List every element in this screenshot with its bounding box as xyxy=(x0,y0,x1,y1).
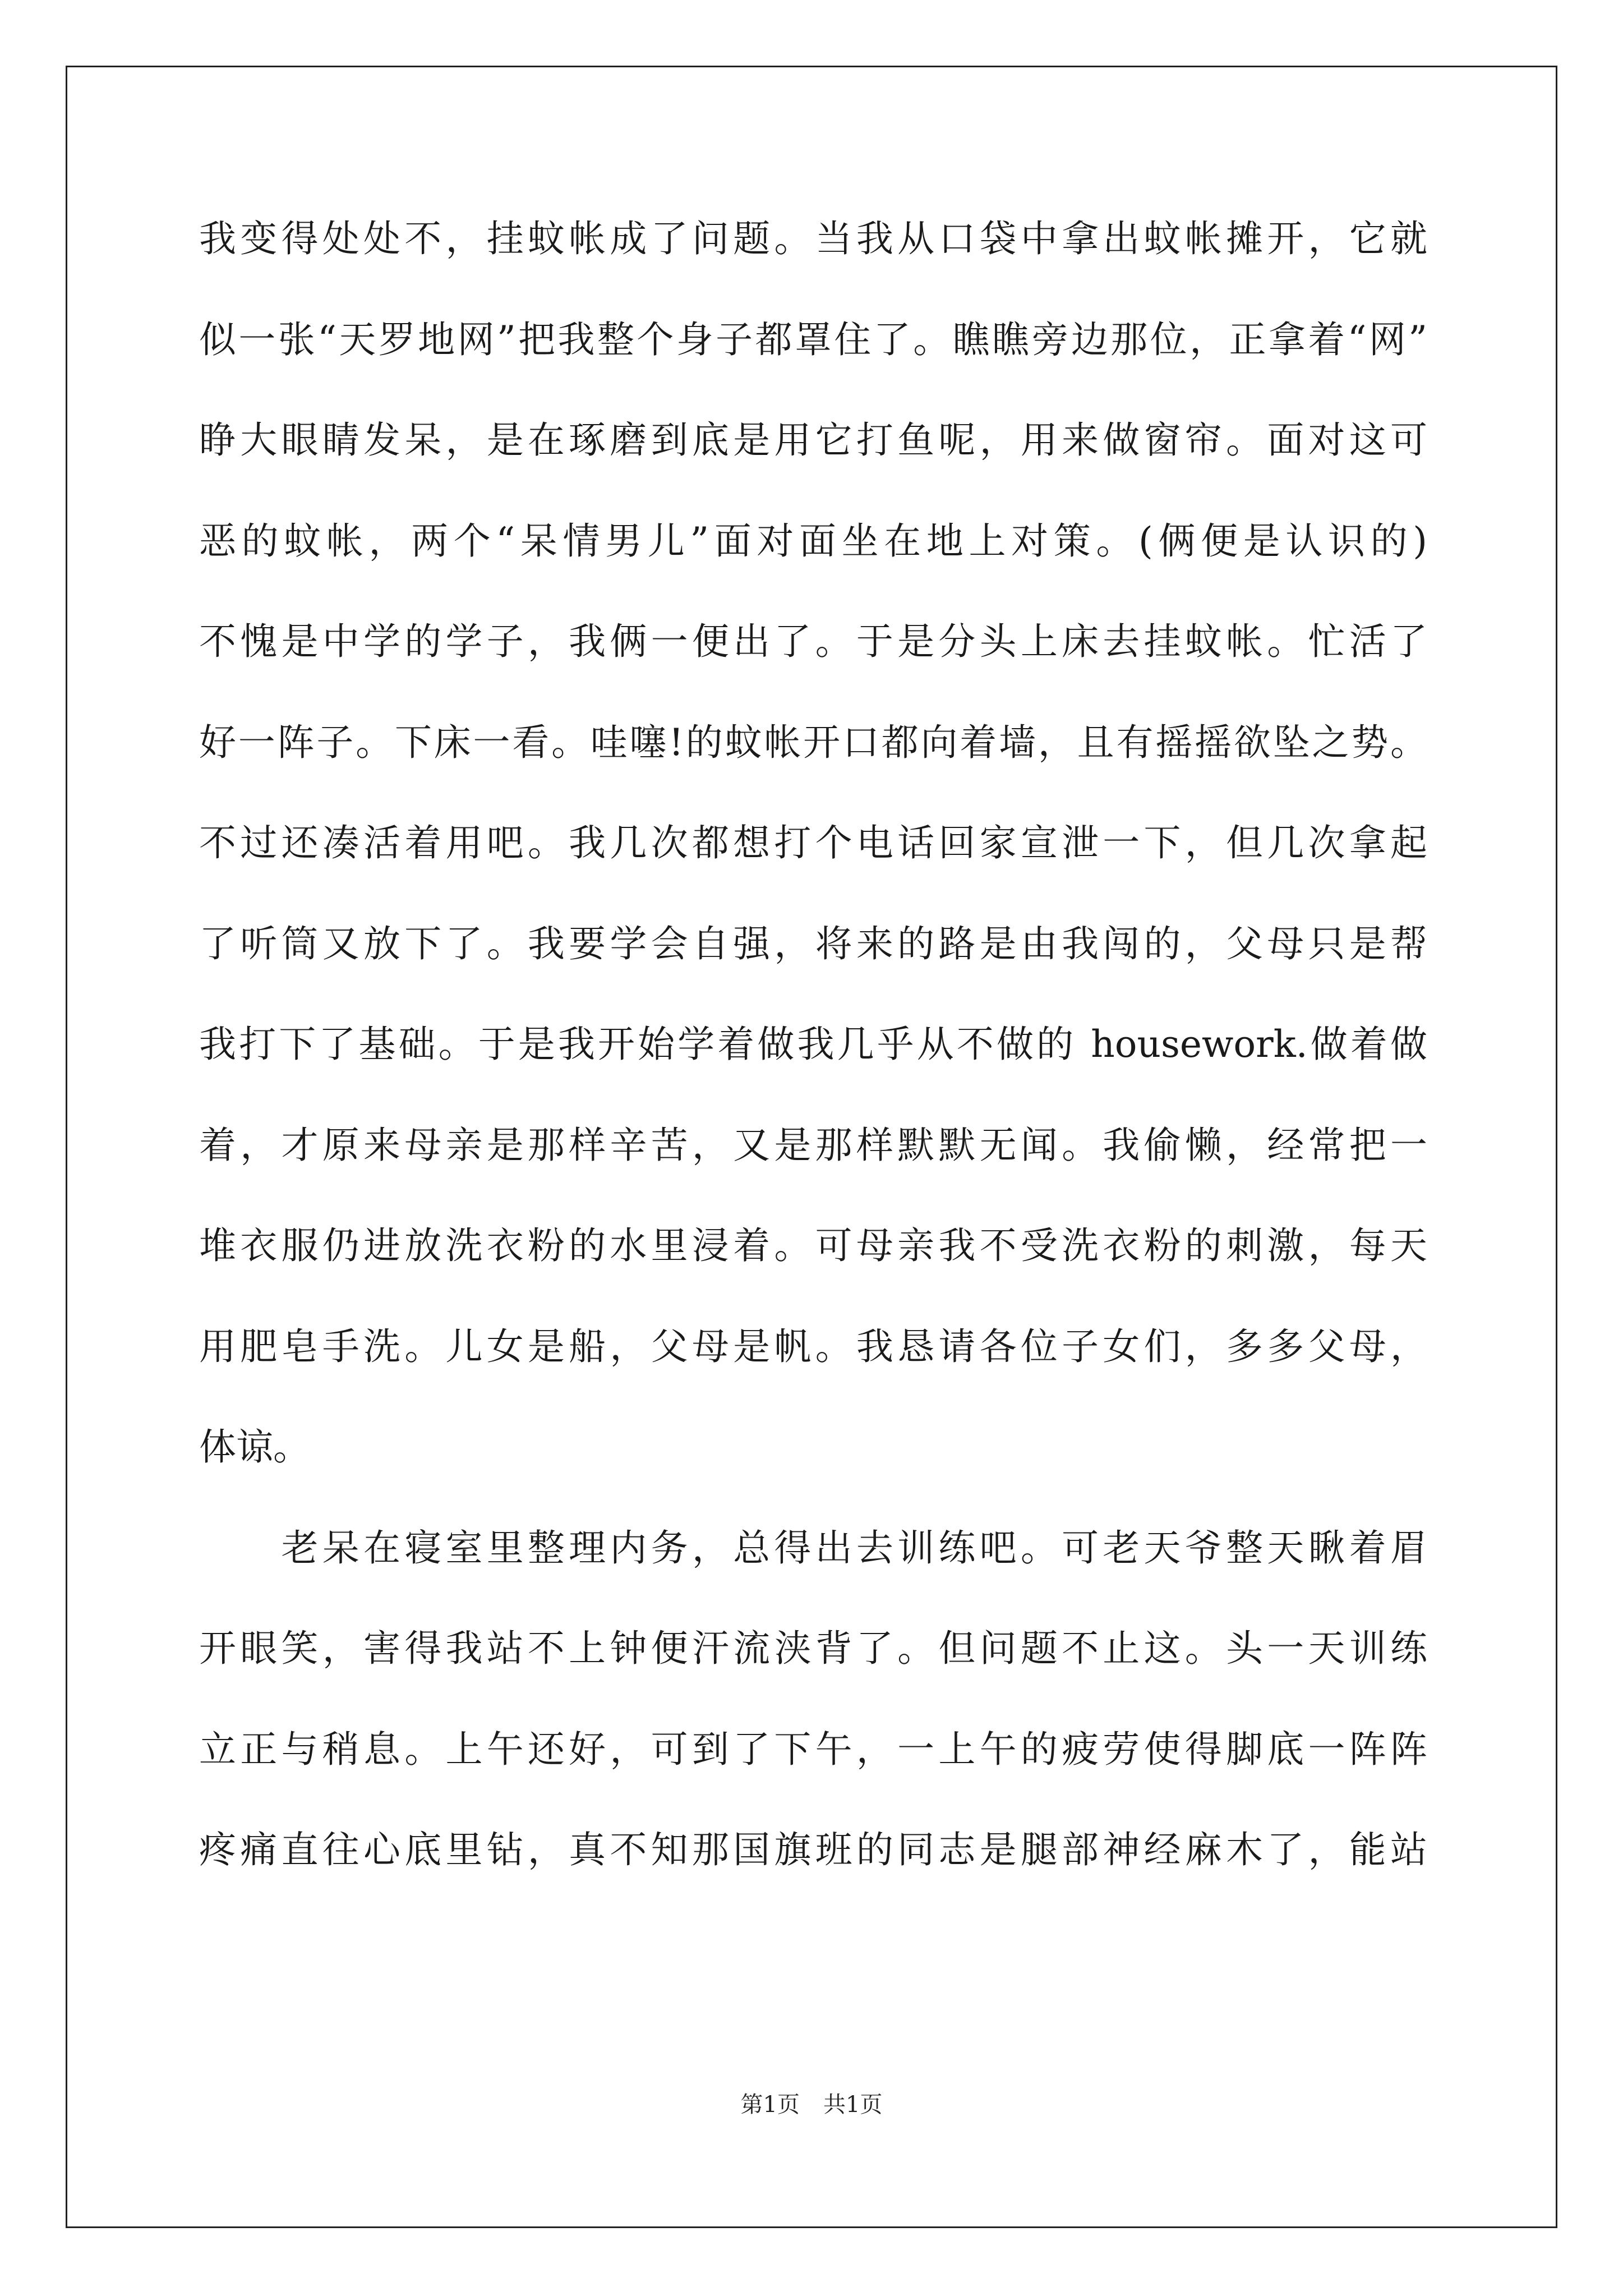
page-number: 第1页 xyxy=(740,2092,800,2118)
text-line: 开眼笑，害得我站不上钟便汗流浃背了。但问题不止这。头一天训练 xyxy=(199,1627,1427,1670)
body-text xyxy=(199,219,1427,1931)
text-line: 体谅。 xyxy=(199,1425,310,1469)
text-line: 恶的蚊帐，两个“呆情男儿”面对面坐在地上对策。(俩便是认识的) xyxy=(199,519,1427,563)
text-line: 堆衣服仍进放洗衣粉的水里浸着。可母亲我不受洗衣粉的刺激，每天 xyxy=(199,1224,1427,1267)
text-line: 用肥皂手洗。儿女是船，父母是帆。我恳请各位子女们，多多父母， xyxy=(199,1324,1427,1368)
text-line: 老呆在寝室里整理内务，总得出去训练吧。可老天爷整天瞅着眉 xyxy=(199,1526,1427,1570)
text-line: 了听筒又放下了。我要学会自强，将来的路是由我闯的，父母只是帮 xyxy=(199,922,1427,965)
text-line: 我变得处处不，挂蚊帐成了问题。当我从口袋中拿出蚊帐摊开，它就 xyxy=(199,217,1427,260)
text-line: 着，才原来母亲是那样辛苦，又是那样默默无闻。我偷懒，经常把一 xyxy=(199,1123,1427,1167)
text-line: 疼痛直往心底里钻，真不知那国旗班的同志是腿部神经麻木了，能站 xyxy=(199,1828,1427,1871)
page-footer xyxy=(0,2091,1623,2118)
text-line: 我打下了基础。于是我开始学着做我几乎从不做的 housework.做着做 xyxy=(199,1023,1427,1066)
text-line: 似一张“天罗地网”把我整个身子都罩住了。瞧瞧旁边那位，正拿着“网” xyxy=(199,318,1427,361)
text-line: 好一阵子。下床一看。哇噻!的蚊帐开口都向着墙，且有摇摇欲坠之势。 xyxy=(199,720,1427,764)
text-line: 睁大眼睛发呆，是在琢磨到底是用它打鱼呢，用来做窗帘。面对这可 xyxy=(199,418,1427,462)
page-total: 共1页 xyxy=(823,2092,883,2118)
text-line: 不愧是中学的学子，我俩一便出了。于是分头上床去挂蚊帐。忙活了 xyxy=(199,620,1427,663)
text-line: 立正与稍息。上午还好，可到了下午，一上午的疲劳使得脚底一阵阵 xyxy=(199,1727,1427,1771)
text-line: 不过还凑活着用吧。我几次都想打个电话回家宣泄一下，但几次拿起 xyxy=(199,821,1427,864)
